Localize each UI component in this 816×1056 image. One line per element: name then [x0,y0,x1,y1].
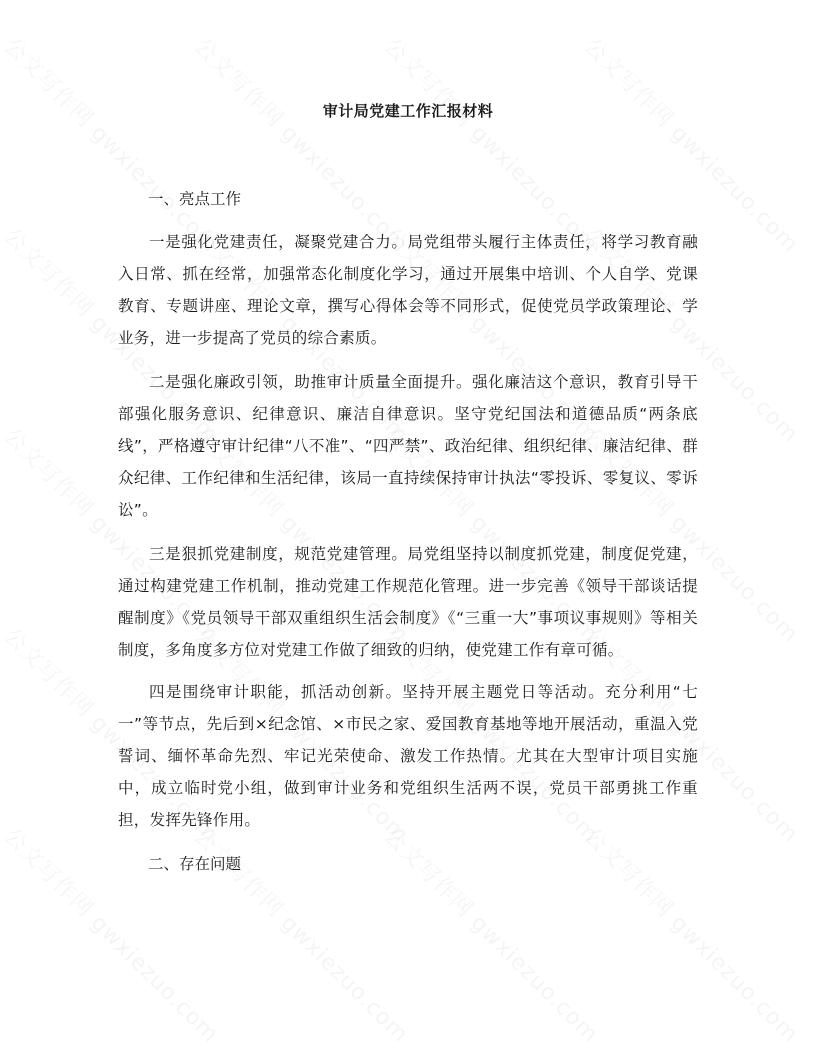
paragraph-activity-innovation: 四是围绕审计职能，抓活动创新。坚持开展主题党日等活动。充分利用“七一”等节点，先后到×纪念馆、×市民之家、爱国教育基地等地开展活动，重温入党誓词、缅怀革命先烈、牢记光荣使命、激发工作热情。尤其在大型审计项目实施中，成立临时党小组，做到审计业务和党组织生活两不误，党员干部勇挑工作重担，发挥先锋作用。 [118,683,698,829]
document-title: 审计局党建工作汇报材料 [322,102,494,120]
section-heading-problems: 二、存在问题 [148,855,242,873]
section-heading-highlights: 一、亮点工作 [148,190,242,208]
paragraph-integrity-guidance: 二是强化廉政引领，助推审计质量全面提升。强化廉洁这个意识，教育引导干部强化服务意识、纪律意识、廉洁自律意识。坚守党纪国法和道德品质“两条底线”，严格遵守审计纪律“八不准”、“四严禁”、政治纪律、组织纪律、廉洁纪律、群众纪律、工作纪律和生活纪律，该局一直持续保持审计执法“零投诉、零复议、零诉讼”。 [118,373,698,519]
paragraph-party-system: 三是狠抓党建制度，规范党建管理。局党组坚持以制度抓党建，制度促党建，通过构建党建工作机制，推动党建工作规范化管理。进一步完善《领导干部谈话提醒制度》《党员领导干部双重组织生活会制度》《“三重一大”事项议事规则》等相关制度，多角度多方位对党建工作做了细致的归纳，使党建工作有章可循。 [118,545,698,659]
paragraph-party-responsibility: 一是强化党建责任，凝聚党建合力。局党组带头履行主体责任，将学习教育融入日常、抓在经常，加强常态化制度化学习，通过开展集中培训、个人自学、党课教育、专题讲座、理论文章，撰写心得体会等不同形式，促使党员学政策理论、学业务，进一步提高了党员的综合素质。 [118,233,698,347]
